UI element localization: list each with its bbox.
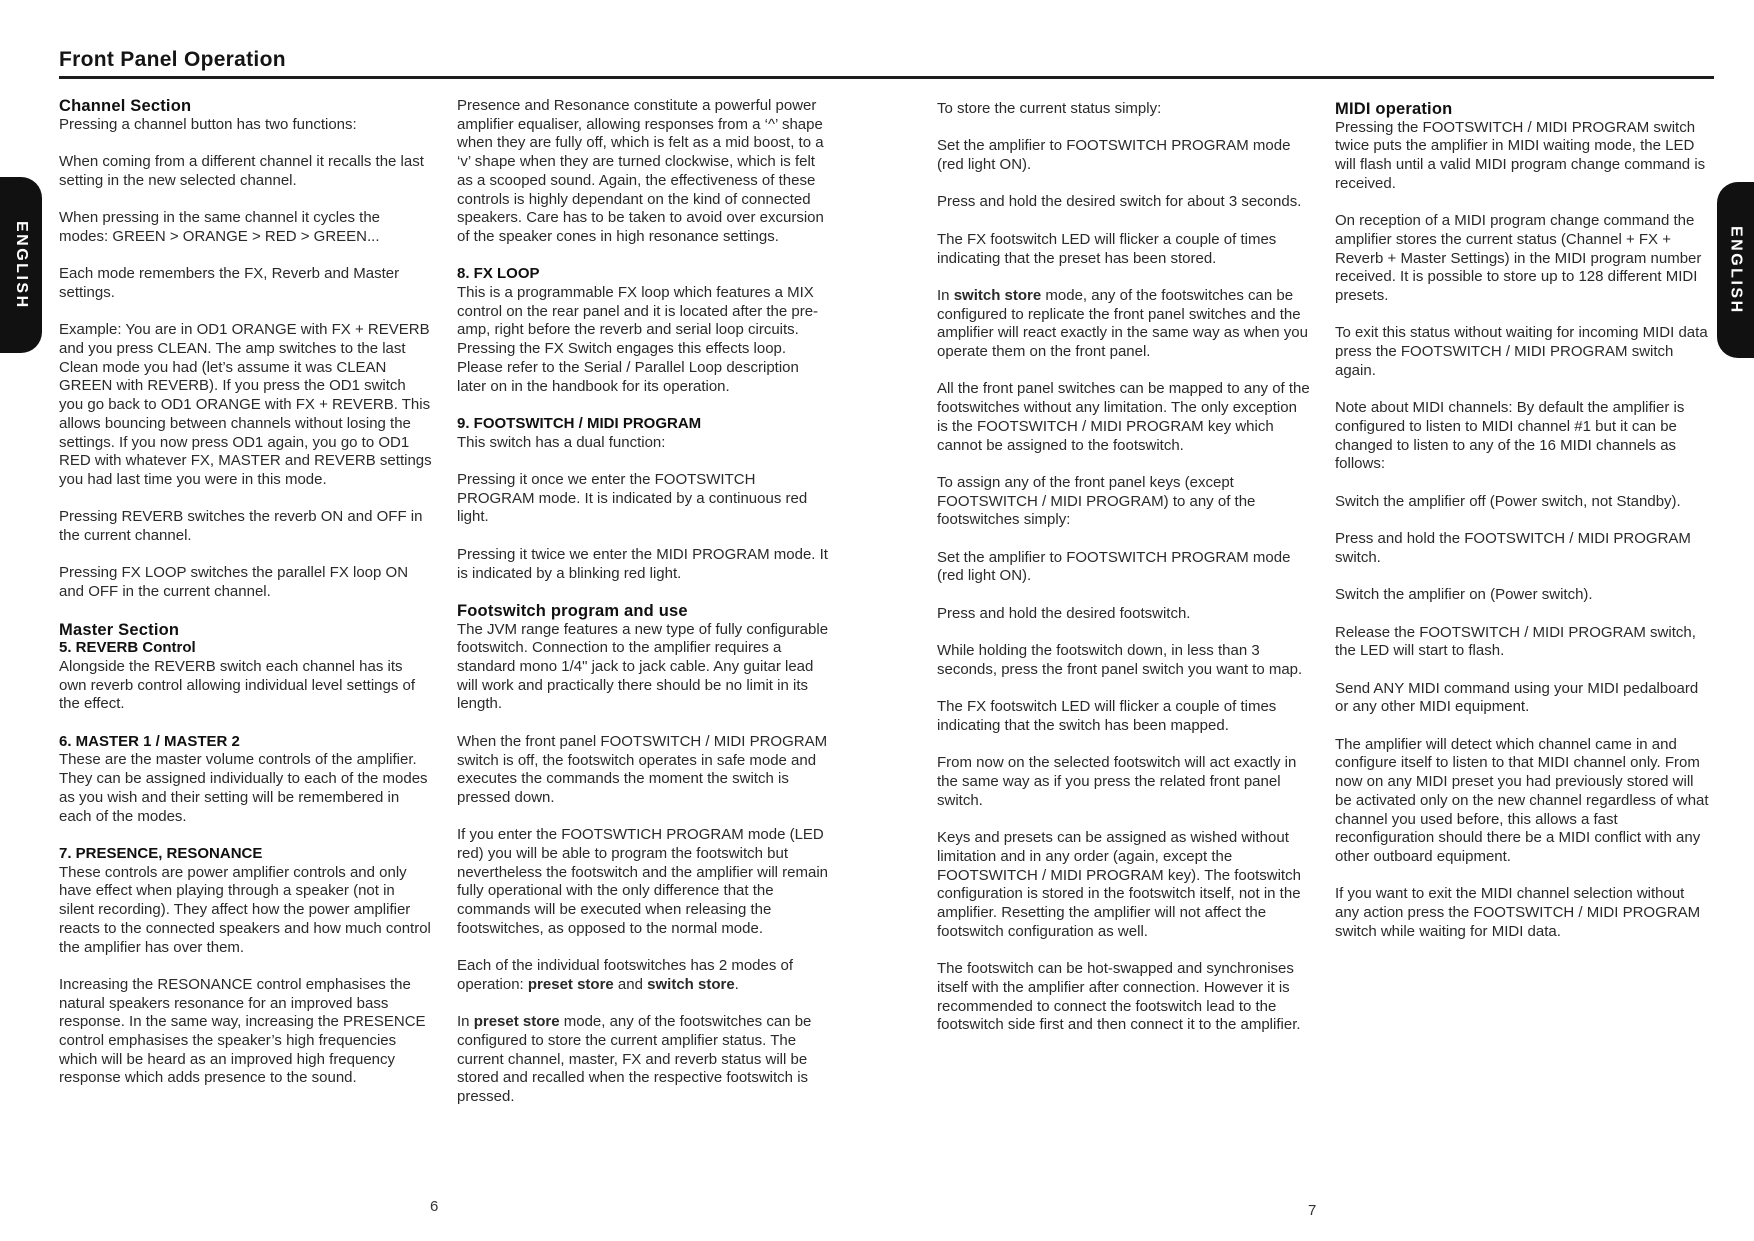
paragraph: Pressing FX LOOP switches the parallel FX loop ON and OFF in the current channel.	[59, 564, 409, 601]
paragraph: These are the master volume controls of the amplifier. They can be assigned individually to each of the modes as you wish and their setting will be remembered in each of the modes.	[59, 751, 428, 825]
text-run: mode, any of the footswitches can be configured to store the current amplifier status. The current channel, master, FX and reverb status will be stored and recalled when the respective footswitch is pressed.	[457, 1013, 812, 1106]
text-run: Each of the individual footswitches has 2 modes of operation:	[457, 957, 794, 993]
column-3	[937, 100, 1311, 1035]
paragraph	[457, 1013, 831, 1107]
paragraph: Send ANY MIDI command using your MIDI pedalboard or any other MIDI equipment.	[1335, 679, 1699, 716]
paragraph: These controls are power amplifier controls and only have effect when playing through a speaker (not in silent recording). They affect how the power amplifier reacts to the connected speakers and how much control the amplifier has over them.	[59, 863, 431, 956]
bold-text-run: preset store	[527, 975, 614, 993]
paragraph: Each mode remembers the FX, Reverb and Master settings.	[59, 265, 400, 301]
paragraph: Release the FOOTSWITCH / MIDI PROGRAM switch, the LED will start to flash.	[1335, 623, 1696, 660]
paragraph: Set the amplifier to FOOTSWITCH PROGRAM mode (red light ON).	[937, 548, 1291, 585]
heading-presence-resonance: 7. PRESENCE, RESONANCE	[59, 844, 263, 862]
paragraph: Pressing it once we enter the FOOTSWITCH PROGRAM mode. It is indicated by a continuous red light.	[457, 471, 808, 526]
heading-channel-section: Channel Section	[59, 97, 192, 115]
language-tab-right	[1717, 182, 1754, 358]
text-run: In	[937, 286, 954, 304]
paragraph: Press and hold the desired switch for about 3 seconds.	[937, 193, 1302, 211]
heading-master-section: Master Section	[59, 620, 180, 639]
heading-master-1-2: 6. MASTER 1 / MASTER 2	[59, 732, 240, 750]
paragraph: To store the current status simply:	[937, 100, 1162, 117]
heading-fx-loop: 8. FX LOOP	[457, 265, 540, 283]
paragraph: When pressing in the same channel it cycles the modes: GREEN > ORANGE > RED > GREEN...	[59, 209, 380, 245]
paragraph: Set the amplifier to FOOTSWITCH PROGRAM mode (red light ON).	[937, 137, 1291, 174]
language-tab-left	[0, 177, 42, 353]
page-number-left: 6	[430, 1198, 439, 1215]
paragraph: When the front panel FOOTSWITCH / MIDI PROGRAM switch is off, the footswitch operates in safe mode and executes the commands the moment the switch is pressed down.	[457, 732, 828, 806]
paragraph: On reception of a MIDI program change command the amplifier stores the current status (Channel + FX + Reverb + Master Settings) in the MIDI program number received. It is possible to store up to 128 different MIDI presets.	[1335, 212, 1702, 305]
paragraph	[457, 957, 831, 994]
paragraph: To exit this status without waiting for incoming MIDI data press the FOOTSWITCH / MIDI PROGRAM switch again.	[1335, 324, 1708, 379]
paragraph: Pressing a channel button has two functions:	[59, 115, 357, 133]
paragraph: The footswitch can be hot-swapped and synchronises itself with the amplifier after connection. However it is recommended to connect the footswitch lead to the footswitch side first and then connect it to the amplifier.	[937, 960, 1301, 1034]
paragraph: To assign any of the front panel keys (except FOOTSWITCH / MIDI PROGRAM) to any of the footswitches simply:	[937, 473, 1256, 529]
page-number-right: 7	[1308, 1202, 1317, 1219]
paragraph: The FX footswitch LED will flicker a couple of times indicating that the switch has been mapped.	[937, 698, 1277, 735]
paragraph: Presence and Resonance constitute a powerful power amplifier equaliser, allowing responses from a ‘^’ shape when they are fully off, which is felt as a mid boost, to a ‘v’ shape when they are turned clockwise, which is felt as a scooped sound. Again, the effectiveness of these controls is highly dependant on the kind of connected speakers. Care has to be taken to avoid over excursion of the speaker cones in high resonance settings.	[457, 97, 824, 245]
heading-midi-operation: MIDI operation	[1335, 100, 1453, 118]
heading-footswitch-midi-program: 9. FOOTSWITCH / MIDI PROGRAM	[457, 414, 702, 432]
paragraph: Keys and presets can be assigned as wished without limitation and in any order (again, except the FOOTSWITCH / MIDI PROGRAM key). The footswitch configuration is stored in the footswitch itself, not in the amplifier. Resetting the amplifier will not affect the footswitch configuration as well.	[937, 829, 1301, 940]
paragraph: When coming from a different channel it recalls the last setting in the new selected channel.	[59, 153, 424, 189]
text-run: In	[457, 1013, 474, 1031]
heading-reverb-control: 5. REVERB Control	[59, 639, 196, 657]
text-run: and	[613, 975, 648, 993]
bold-text-run: preset store	[473, 1013, 560, 1031]
paragraph: All the front panel switches can be mapped to any of the footswitches without any limitation. The only exception is the FOOTSWITCH / MIDI PROGRAM key which cannot be assigned to the footswitch.	[937, 380, 1310, 454]
paragraph: This switch has a dual function:	[457, 433, 666, 451]
paragraph: The JVM range features a new type of fully configurable footswitch. Connection to the amplifier requires a standard mono 1/4" jack to jack cable. Any guitar lead will work and practically there should be no limit in its length.	[457, 620, 829, 713]
bold-text-run: switch store	[953, 286, 1042, 304]
paragraph: Example: You are in OD1 ORANGE with FX + REVERB and you press CLEAN. The amp switches to the last Clean mode you had (let’s assume it was CLEAN GREEN with REVERB). If you press the OD1 switch you go back to OD1 ORANGE with FX + REVERB. This allows bouncing between channels without losing the settings. If you now press OD1 again, you go to OD1 RED with whatever FX, MASTER and REVERB settings you had last time you were in this mode.	[59, 321, 432, 488]
language-tab-right-label: ENGLISH	[1727, 225, 1745, 315]
language-tab-left-label: ENGLISH	[13, 220, 30, 310]
column-1	[59, 97, 433, 1088]
bold-text-run: switch store	[647, 975, 735, 993]
paragraph: Note about MIDI channels: By default the amplifier is configured to listen to MIDI channel #1 but it can be changed to listen to any of the 16 MIDI channels as follows:	[1335, 399, 1685, 473]
paragraph: Increasing the RESONANCE control emphasises the natural speakers resonance for an improved bass response. In the same way, increasing the PRESENCE control emphasises the speaker’s high frequencies which will be heard as an improved high frequency response which adds presence to the sound.	[59, 975, 426, 1087]
text-run: mode, any of the footswitches can be configured to replicate the front panel switches and the amplifier will react exactly in the same way as when you operate them on the front panel.	[937, 286, 1308, 361]
paragraph: Pressing the FOOTSWITCH / MIDI PROGRAM switch twice puts the amplifier in MIDI waiting mode, the LED will flash until a valid MIDI program change command is received.	[1335, 118, 1706, 192]
paragraph: The amplifier will detect which channel came in and configure itself to listen to that MIDI channel only. From now on any MIDI preset you had previously stored will be activated only on the new channel regardless of what channel you used before, this allows a fast reconfiguration should there be a MIDI conflict with any other outboard equipment.	[1335, 735, 1709, 865]
paragraph: Switch the amplifier off (Power switch, not Standby).	[1335, 492, 1681, 510]
paragraph: Switch the amplifier on (Power switch).	[1335, 586, 1593, 604]
paragraph: The FX footswitch LED will flicker a couple of times indicating that the preset has been stored.	[937, 230, 1277, 267]
paragraph: While holding the footswitch down, in less than 3 seconds, press the front panel switch you want to map.	[937, 642, 1303, 678]
paragraph: This is a programmable FX loop which features a MIX control on the rear panel and it is located after the pre-amp, right before the reverb and serial loop circuits. Pressing the FX Switch engages this effects loop. Please refer to the Serial / Parallel Loop description later on in the handbook for its operation.	[457, 284, 819, 395]
paragraph: Alongside the REVERB switch each channel has its own reverb control allowing individual level settings of the effect.	[59, 657, 416, 713]
column-4	[1335, 100, 1709, 941]
title-rule	[59, 76, 1714, 79]
page-title: Front Panel Operation	[59, 48, 286, 71]
text-run: .	[734, 975, 739, 993]
paragraph: Press and hold the FOOTSWITCH / MIDI PROGRAM switch.	[1335, 530, 1691, 566]
paragraph: If you want to exit the MIDI channel selection without any action press the FOOTSWITCH / MIDI PROGRAM switch while waiting for MIDI data.	[1335, 885, 1701, 940]
paragraph: Pressing REVERB switches the reverb ON and OFF in the current channel.	[59, 508, 423, 545]
paragraph: Pressing it twice we enter the MIDI PROGRAM mode. It is indicated by a blinking red light.	[457, 545, 828, 582]
heading-footswitch-program-and-use: Footswitch program and use	[457, 601, 688, 620]
paragraph: From now on the selected footswitch will act exactly in the same way as if you press the related front panel switch.	[937, 754, 1297, 809]
paragraph: Press and hold the desired footswitch.	[937, 604, 1191, 622]
column-2	[457, 97, 831, 1107]
paragraph: If you enter the FOOTSWTICH PROGRAM mode (LED red) you will be able to program the footswitch but nevertheless the footswitch and the amplifier will remain fully operational with the only difference that the commands will be executed when releasing the footswitches, as opposed to the normal mode.	[457, 826, 829, 937]
paragraph	[937, 287, 1311, 362]
